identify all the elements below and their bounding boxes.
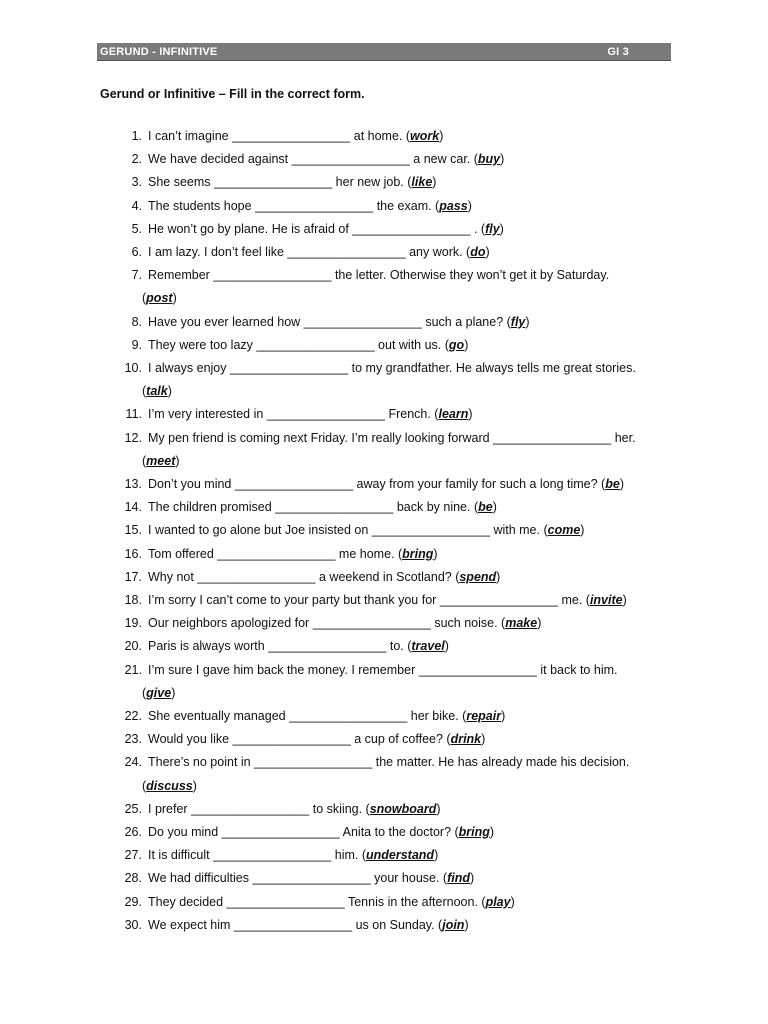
item-number: 13. <box>124 477 142 491</box>
item-close-paren: ) <box>467 198 472 213</box>
item-text-before: Remember <box>148 268 214 283</box>
exercise-item <box>118 148 678 171</box>
item-text-after: him. ( <box>331 848 366 863</box>
exercise-item-continuation <box>142 287 177 310</box>
item-text-after: Tennis in the afternoon. ( <box>344 894 486 909</box>
item-text-before: She eventually managed <box>148 709 290 723</box>
exercise-item <box>118 125 678 148</box>
verb-hint: learn <box>438 407 469 422</box>
item-close-paren: ) <box>432 175 437 190</box>
item-text-before: I wanted to go alone but Joe insisted on <box>148 523 372 538</box>
item-number: 22. <box>124 709 142 723</box>
answer-blank[interactable]: _________________ <box>371 523 490 538</box>
exercise-item <box>118 195 678 218</box>
item-number: 5. <box>131 221 142 236</box>
exercise-item <box>118 357 678 380</box>
answer-blank[interactable]: _________________ <box>287 245 406 259</box>
open-paren: ( <box>142 685 147 700</box>
header-bar <box>97 43 671 61</box>
exercise-item <box>118 427 678 450</box>
item-text-after: her. <box>611 430 636 445</box>
item-text-after: such noise. ( <box>430 616 506 631</box>
item-close-paren: ) <box>464 917 469 932</box>
verb-hint: be <box>605 477 620 491</box>
exercise-item <box>118 171 678 194</box>
item-text-before: There’s no point in <box>148 755 255 770</box>
open-paren: ( <box>142 453 147 468</box>
answer-blank[interactable]: _________________ <box>255 198 374 213</box>
item-number: 20. <box>124 639 142 654</box>
answer-blank[interactable]: _________________ <box>352 221 471 236</box>
item-text-after: the exam. ( <box>373 198 440 213</box>
item-number: 11. <box>125 407 142 422</box>
page-title: Gerund or Infinitive – Fill in the correct form. <box>100 87 365 101</box>
item-text-after: any work. ( <box>405 245 471 259</box>
item-text-before: Have you ever learned how <box>148 314 304 329</box>
verb-hint: talk <box>146 384 168 399</box>
item-close-paren: ) <box>510 894 515 909</box>
item-number: 7. <box>131 268 142 283</box>
verb-hint: work <box>410 129 440 143</box>
verb-hint: repair <box>466 709 502 723</box>
exercise-item-continuation <box>142 682 175 705</box>
item-text-before: I prefer <box>148 801 192 816</box>
item-text-before: I can’t imagine <box>148 129 233 143</box>
open-paren: ( <box>142 291 147 306</box>
answer-blank[interactable]: _________________ <box>214 175 333 190</box>
item-text-before: We expect him <box>148 917 234 932</box>
exercise-item <box>118 264 678 287</box>
item-text-before: Don’t you mind <box>148 477 235 491</box>
item-close-paren: ) <box>485 245 490 259</box>
item-text-after: to. ( <box>386 639 412 654</box>
item-number: 2. <box>131 152 142 167</box>
item-text-after: your house. ( <box>370 871 448 886</box>
close-paren: ) <box>172 291 177 306</box>
item-number: 24. <box>124 755 142 770</box>
item-number: 6. <box>131 245 142 259</box>
item-number: 12. <box>124 430 142 445</box>
answer-blank[interactable]: _________________ <box>234 477 354 491</box>
answer-blank[interactable]: _________________ <box>213 848 332 863</box>
answer-blank[interactable]: _________________ <box>289 709 408 723</box>
exercise-item-continuation <box>142 775 197 798</box>
item-number: 19. <box>124 616 142 631</box>
item-text-before: My pen friend is coming next Friday. I’m really looking forward <box>148 430 494 445</box>
item-text-before: Paris is always worth <box>148 639 269 654</box>
item-close-paren: ) <box>436 801 441 816</box>
item-text-before: She seems <box>148 175 215 190</box>
item-text-before: I am lazy. I don’t feel like <box>148 245 288 259</box>
item-close-paren: ) <box>489 825 495 839</box>
item-text-after: French. ( <box>384 407 439 422</box>
item-text-before: They were too lazy <box>148 337 257 352</box>
answer-blank[interactable]: _________________ <box>303 314 422 329</box>
answer-blank[interactable]: _________________ <box>213 268 332 283</box>
verb-hint: like <box>411 175 433 190</box>
exercise-item <box>118 241 678 264</box>
item-text-before: Would you like <box>148 732 233 747</box>
item-close-paren: ) <box>525 314 530 329</box>
item-number: 17. <box>124 569 142 584</box>
exercise-item <box>118 612 678 635</box>
item-number: 23. <box>124 732 142 747</box>
item-text-after: the matter. He has already made his decision. <box>372 755 630 770</box>
item-number: 1. <box>131 129 142 143</box>
exercise-item <box>118 751 678 774</box>
item-close-paren: ) <box>468 407 473 422</box>
verb-hint: travel <box>411 639 445 654</box>
exercise-item <box>118 844 678 867</box>
verb-hint: spend <box>459 569 497 584</box>
item-number: 16. <box>124 546 142 561</box>
item-text-after: to my grandfather. He always tells me great stories. <box>348 361 636 375</box>
item-close-paren: ) <box>492 500 497 515</box>
exercise-item <box>118 473 678 496</box>
verb-hint: meet <box>146 453 176 468</box>
answer-blank[interactable]: _________________ <box>229 361 349 375</box>
close-paren: ) <box>175 453 180 468</box>
header-code: GI 3 <box>607 45 629 58</box>
item-number: 29. <box>124 894 142 909</box>
exercise-item <box>118 891 678 914</box>
item-text-before: The students hope <box>148 198 256 213</box>
exercise-item <box>118 496 678 519</box>
item-text-before: I’m sorry I can’t come to your party but thank you for <box>148 593 440 607</box>
answer-blank[interactable]: _________________ <box>275 500 394 515</box>
item-number: 28. <box>124 871 142 886</box>
answer-blank[interactable]: _________________ <box>191 801 310 816</box>
header-label: GERUND - INFINITIVE <box>100 45 218 58</box>
verb-hint: snowboard <box>369 801 437 816</box>
item-text-before: I always enjoy <box>148 361 230 375</box>
item-close-paren: ) <box>444 639 449 654</box>
exercise-item <box>118 867 678 890</box>
verb-hint: go <box>448 337 465 352</box>
item-close-paren: ) <box>481 732 486 747</box>
answer-blank[interactable]: _________________ <box>256 337 375 352</box>
item-close-paren: ) <box>434 848 439 863</box>
exercise-item <box>118 311 678 334</box>
verb-hint: post <box>146 291 173 306</box>
exercise-item <box>118 659 678 682</box>
item-number: 3. <box>131 175 142 190</box>
item-number: 26. <box>124 825 142 839</box>
verb-hint: invite <box>589 593 623 607</box>
verb-hint: play <box>485 894 511 909</box>
item-close-paren: ) <box>496 569 501 584</box>
verb-hint: do <box>470 245 486 259</box>
item-text-after: it back to him. <box>536 662 618 677</box>
open-paren: ( <box>142 384 147 399</box>
answer-blank[interactable]: _________________ <box>197 569 316 584</box>
answer-blank[interactable]: _________________ <box>232 129 351 143</box>
item-text-before: He won’t go by plane. He is afraid of <box>148 221 353 236</box>
item-number: 27. <box>124 848 142 863</box>
item-number: 8. <box>131 314 142 329</box>
exercise-item <box>118 728 678 751</box>
item-text-after: us on Sunday. ( <box>352 917 443 932</box>
verb-hint: be <box>478 500 493 515</box>
answer-blank[interactable]: _________________ <box>418 662 537 677</box>
item-number: 15. <box>124 523 142 538</box>
exercise-item <box>118 334 678 357</box>
item-close-paren: ) <box>464 337 469 352</box>
item-number: 14. <box>124 500 142 515</box>
verb-hint: discuss <box>146 778 193 793</box>
item-number: 9. <box>131 337 142 352</box>
item-text-before: The children promised <box>148 500 276 515</box>
answer-blank[interactable]: _________________ <box>221 825 340 839</box>
close-paren: ) <box>167 384 172 399</box>
exercise-item <box>118 218 678 241</box>
verb-hint: understand <box>366 848 435 863</box>
item-text-after: back by nine. ( <box>393 500 479 515</box>
verb-hint: join <box>442 917 465 932</box>
exercise-item-continuation <box>142 450 180 473</box>
item-number: 18. <box>124 593 142 607</box>
item-text-after: a weekend in Scotland? ( <box>315 569 460 584</box>
answer-blank[interactable]: _________________ <box>266 407 385 422</box>
exercise-item <box>118 821 678 844</box>
verb-hint: pass <box>439 198 468 213</box>
item-number: 4. <box>131 198 142 213</box>
open-paren: ( <box>142 778 147 793</box>
item-text-after: a cup of coffee? ( <box>350 732 451 747</box>
item-close-paren: ) <box>537 616 542 631</box>
item-text-after: her new job. ( <box>332 175 412 190</box>
exercise-item <box>118 798 678 821</box>
item-text-before: I’m sure I gave him back the money. I remember <box>148 662 419 677</box>
item-close-paren: ) <box>433 546 438 561</box>
item-number: 30. <box>124 917 142 932</box>
verb-hint: give <box>146 685 172 700</box>
item-text-after: with me. ( <box>489 523 548 538</box>
item-text-before: Our neighbors apologized for <box>148 616 313 631</box>
item-number: 10. <box>124 361 142 375</box>
item-text-after: her bike. ( <box>407 709 467 723</box>
answer-blank[interactable]: _________________ <box>252 871 371 886</box>
verb-hint: bring <box>402 546 434 561</box>
exercise-item <box>118 589 678 612</box>
item-text-before: Why not <box>148 569 198 584</box>
answer-blank[interactable]: _________________ <box>291 152 410 167</box>
item-close-paren: ) <box>619 477 624 491</box>
exercise-item <box>118 403 678 426</box>
answer-blank[interactable]: _________________ <box>217 546 336 561</box>
answer-blank[interactable]: _________________ <box>254 755 373 770</box>
item-number: 21. <box>124 662 142 677</box>
item-close-paren: ) <box>499 221 504 236</box>
verb-hint: fly <box>485 221 500 236</box>
exercise-item <box>118 543 678 566</box>
item-text-after: Anita to the doctor? ( <box>339 825 459 839</box>
item-text-before: They decided <box>148 894 227 909</box>
item-close-paren: ) <box>622 593 627 607</box>
answer-blank[interactable]: _________________ <box>493 430 612 445</box>
answer-blank[interactable]: _________________ <box>312 616 431 631</box>
item-text-before: It is difficult <box>148 848 214 863</box>
item-text-before: We have decided against <box>148 152 292 167</box>
close-paren: ) <box>192 778 197 793</box>
answer-blank[interactable]: _________________ <box>233 917 353 932</box>
item-text-after: a new car. ( <box>409 152 478 167</box>
item-text-after: to skiing. ( <box>309 801 370 816</box>
verb-hint: make <box>505 616 538 631</box>
exercise-item <box>118 635 678 658</box>
item-close-paren: ) <box>501 709 506 723</box>
answer-blank[interactable]: _________________ <box>439 593 558 607</box>
item-text-before: I’m very interested in <box>148 407 267 422</box>
verb-hint: fly <box>510 314 526 329</box>
exercise-item-continuation <box>142 380 172 403</box>
close-paren: ) <box>171 685 176 700</box>
item-text-after: me. ( <box>557 593 590 607</box>
item-close-paren: ) <box>500 152 505 167</box>
verb-hint: drink <box>450 732 482 747</box>
exercise-item <box>118 566 678 589</box>
item-close-paren: ) <box>439 129 444 143</box>
verb-hint: come <box>547 523 581 538</box>
answer-blank[interactable]: _________________ <box>232 732 351 747</box>
exercise-item <box>118 705 678 728</box>
item-text-before: Do you mind <box>148 825 222 839</box>
verb-hint: buy <box>477 152 501 167</box>
item-text-before: We had difficulties <box>148 871 253 886</box>
item-text-after: at home. ( <box>350 129 411 143</box>
item-text-after: me home. ( <box>335 546 403 561</box>
item-text-after: the letter. Otherwise they won’t get it by Saturday. <box>331 268 610 283</box>
exercise-item <box>118 519 678 542</box>
verb-hint: bring <box>458 825 490 839</box>
item-text-after: away from your family for such a long time? ( <box>353 477 606 491</box>
verb-hint: find <box>447 871 471 886</box>
answer-blank[interactable]: _________________ <box>226 894 345 909</box>
item-text-after: . ( <box>470 221 486 236</box>
exercise-item <box>118 914 678 937</box>
item-text-before: Tom offered <box>148 546 218 561</box>
item-text-after: out with us. ( <box>374 337 449 352</box>
item-close-paren: ) <box>580 523 585 538</box>
item-number: 25. <box>124 801 142 816</box>
item-close-paren: ) <box>470 871 475 886</box>
answer-blank[interactable]: _________________ <box>268 639 387 654</box>
item-text-after: such a plane? ( <box>421 314 511 329</box>
